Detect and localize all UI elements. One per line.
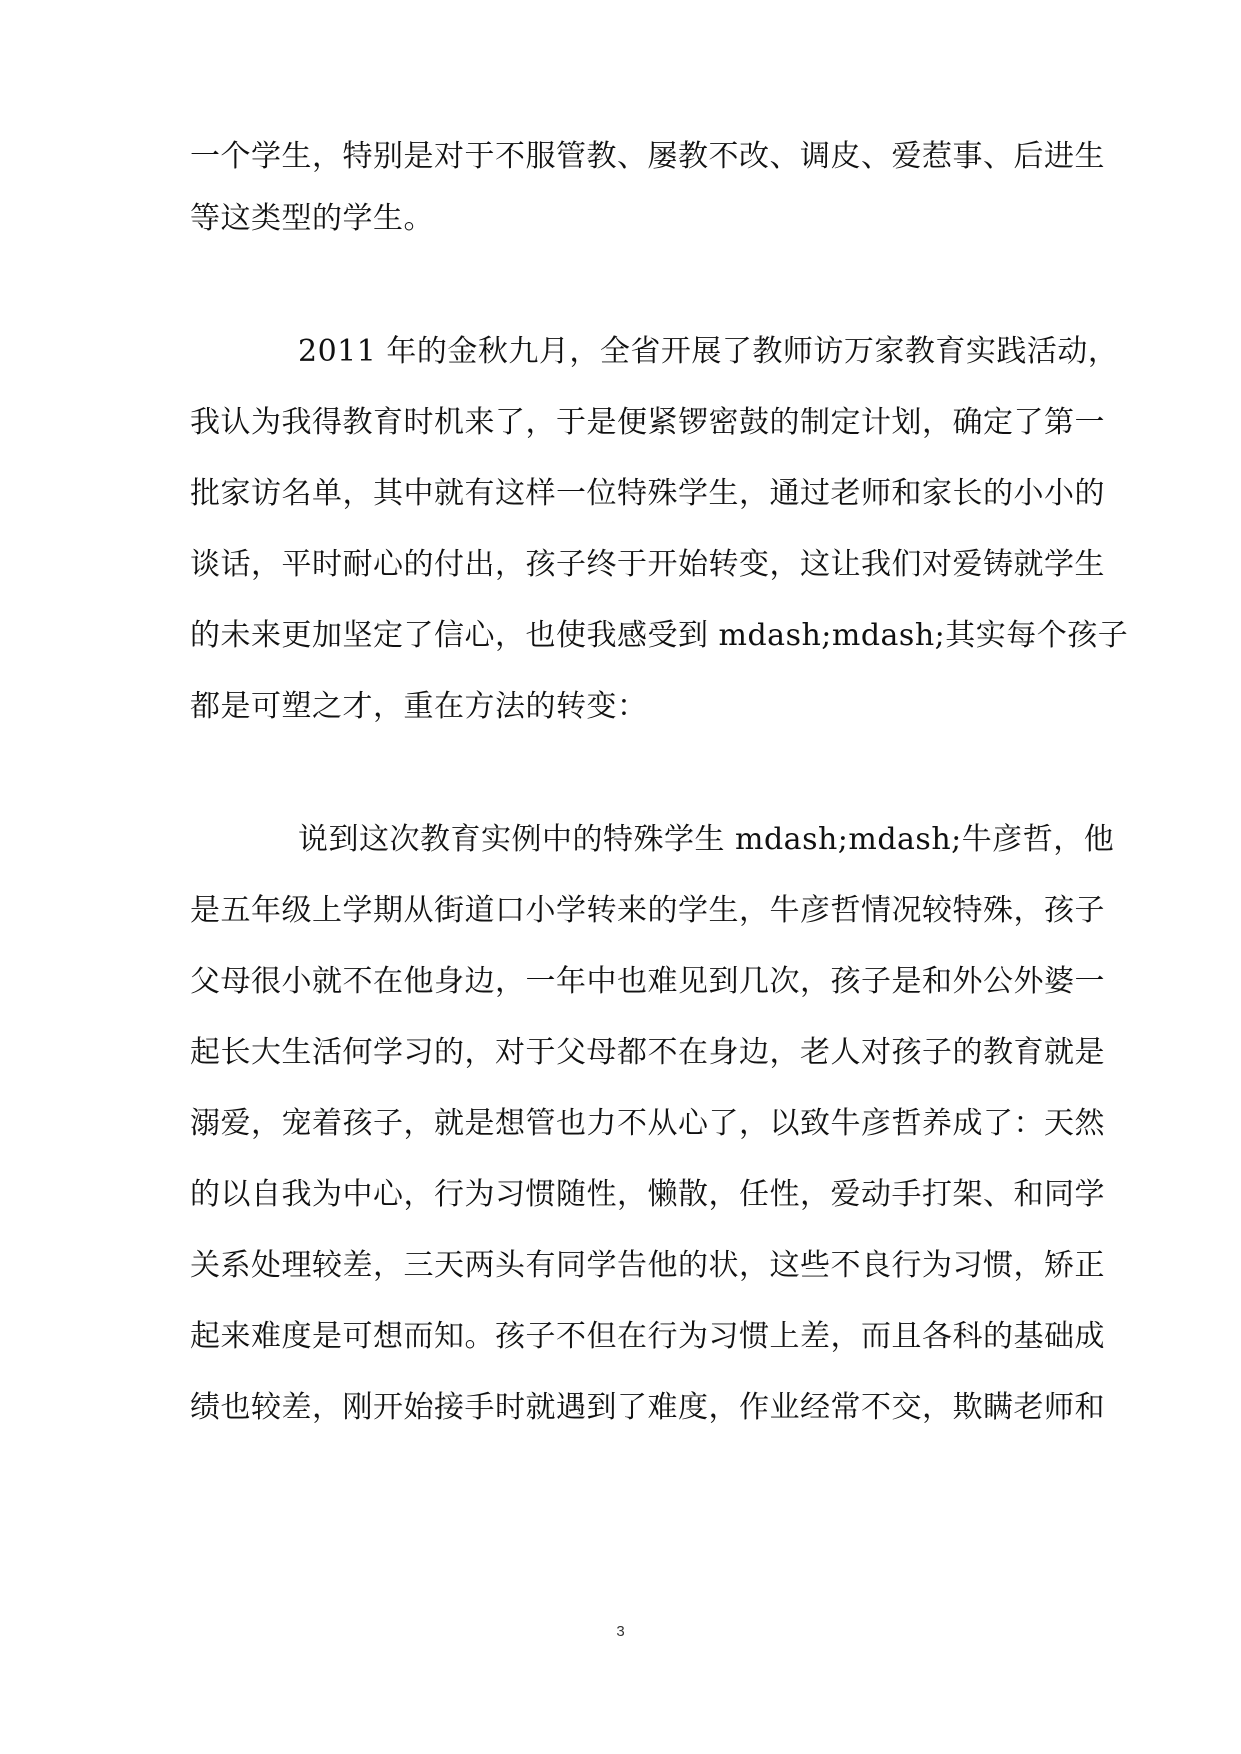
- paragraph-3-line-7: 关系处理较差，三天两头有同学告他的状，这些不良行为习惯，矫正: [190, 1248, 1105, 1283]
- paragraph-3-line-3: 父母很小就不在他身边，一年中也难见到几次，孩子是和外公外婆一: [190, 964, 1105, 999]
- paragraph-2-line-3: 批家访名单，其中就有这样一位特殊学生，通过老师和家长的小小的: [190, 476, 1105, 511]
- paragraph-3-line-9: 绩也较差，刚开始接手时就遇到了难度，作业经常不交，欺瞒老师和: [190, 1390, 1105, 1425]
- paragraph-3-line-6: 的以自我为中心，行为习惯随性，懒散，任性，爱动手打架、和同学: [190, 1177, 1105, 1212]
- paragraph-3-line-5: 溺爱，宠着孩子，就是想管也力不从心了，以致牛彦哲养成了：天然: [190, 1106, 1105, 1141]
- paragraph-2-line-4: 谈话，平时耐心的付出，孩子终于开始转变，这让我们对爱铸就学生: [190, 547, 1105, 582]
- page-number: 3: [616, 1623, 625, 1640]
- paragraph-1-line-1: 一个学生，特别是对于不服管教、屡教不改、调皮、爱惹事、后进生: [190, 139, 1105, 174]
- paragraph-1-line-2: 等这类型的学生。: [190, 201, 434, 236]
- paragraph-3-line-2: 是五年级上学期从街道口小学转来的学生，牛彦哲情况较特殊，孩子: [190, 893, 1105, 928]
- paragraph-2-line-5: 的未来更加坚定了信心，也使我感受到 mdash;mdash;其实每个孩子: [190, 618, 1129, 653]
- paragraph-2-line-2: 我认为我得教育时机来了，于是便紧锣密鼓的制定计划，确定了第一: [190, 405, 1105, 440]
- paragraph-3-line-1: 说到这次教育实例中的特殊学生 mdash;mdash;牛彦哲，他: [298, 822, 1115, 857]
- paragraph-2-line-6: 都是可塑之才，重在方法的转变：: [190, 689, 648, 724]
- paragraph-3-line-8: 起来难度是可想而知。孩子不但在行为习惯上差，而且各科的基础成: [190, 1319, 1105, 1354]
- paragraph-2-line-1: 2011 年的金秋九月，全省开展了教师访万家教育实践活动，: [298, 334, 1119, 369]
- paragraph-3-line-4: 起长大生活何学习的，对于父母都不在身边，老人对孩子的教育就是: [190, 1035, 1105, 1070]
